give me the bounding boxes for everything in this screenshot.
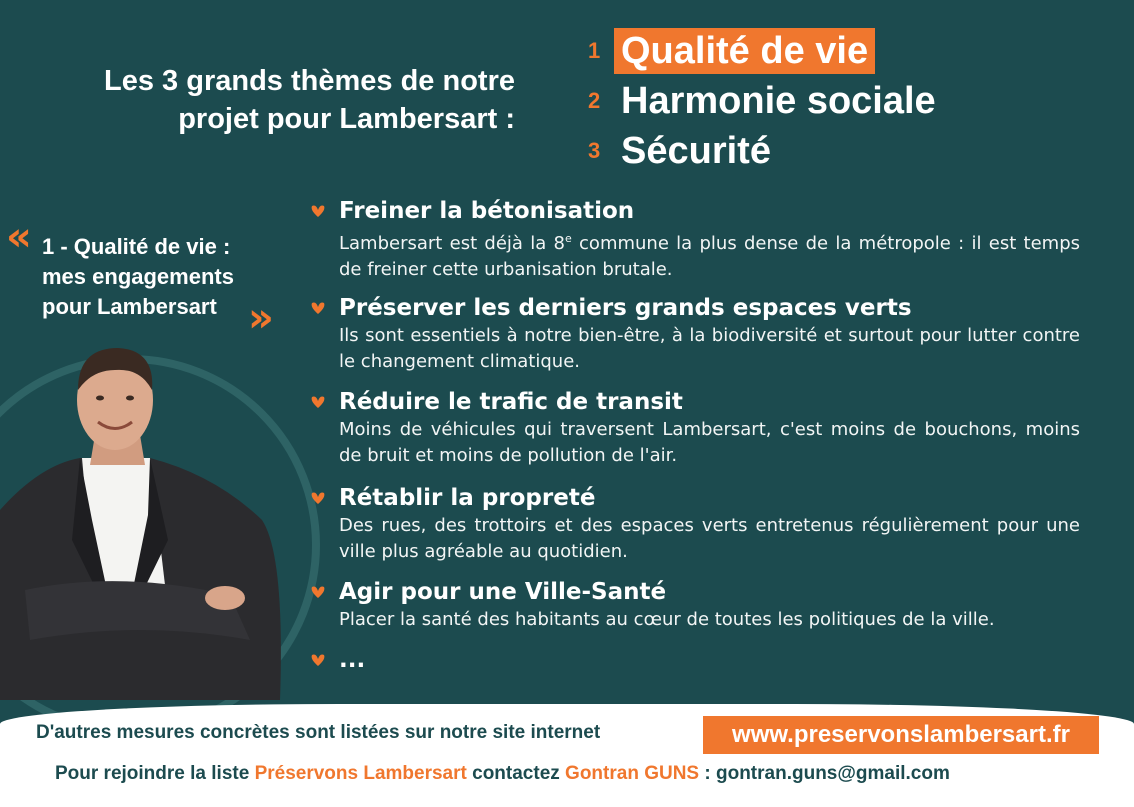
theme-number: 2 bbox=[588, 88, 601, 113]
theme-1 bbox=[588, 26, 943, 76]
quote-open-icon: « bbox=[6, 214, 32, 260]
item-description bbox=[339, 226, 1080, 283]
list-name: Préservons Lambersart bbox=[254, 763, 467, 784]
orange-heart-bullet-icon bbox=[310, 204, 326, 218]
item-title: ... bbox=[339, 647, 366, 673]
website-link[interactable]: www.preservonslambersart.fr bbox=[703, 716, 1099, 754]
theme-number: 3 bbox=[588, 138, 601, 163]
footer-contact-part: contactez bbox=[466, 763, 566, 784]
candidate-portrait bbox=[0, 340, 290, 700]
item-title: Agir pour une Ville-Santé bbox=[339, 579, 667, 605]
headline-line2: projet pour Lambersart : bbox=[178, 103, 515, 135]
orange-heart-bullet-icon bbox=[310, 395, 326, 409]
item-title: Freiner la bétonisation bbox=[339, 198, 635, 224]
item-description: Des rues, des trottoirs et des espaces verts entretenus régulièrement pour une ville plus agréable au quotidien. bbox=[339, 515, 1080, 562]
contact-email[interactable]: : gontran.guns@gmail.com bbox=[699, 763, 950, 784]
theme-label: Qualité de vie bbox=[614, 28, 875, 74]
theme-number: 1 bbox=[588, 38, 601, 63]
item-description-part: Lambersart est déjà la 8 bbox=[339, 233, 565, 254]
item-title: Rétablir la propreté bbox=[339, 485, 596, 511]
theme-3 bbox=[588, 126, 943, 176]
engagements-list bbox=[310, 196, 1080, 675]
list-item bbox=[310, 196, 1080, 283]
orange-heart-bullet-icon bbox=[310, 585, 326, 599]
list-item bbox=[310, 293, 1080, 375]
item-title: Réduire le trafic de transit bbox=[339, 389, 683, 415]
contact-name: Gontran GUNS bbox=[565, 763, 700, 784]
item-description: Placer la santé des habitants au cœur de toutes les politiques de la ville. bbox=[339, 609, 995, 630]
section-title-line2: mes engagements bbox=[42, 264, 234, 289]
theme-2 bbox=[588, 76, 943, 126]
item-description-part: commune la plus dense de la métropole : il est temps de freiner cette urbanisation brutale. bbox=[339, 233, 1081, 280]
list-item bbox=[310, 483, 1080, 565]
orange-heart-bullet-icon bbox=[310, 653, 326, 667]
headline-line1: Les 3 grands thèmes de notre bbox=[104, 65, 515, 97]
list-item bbox=[310, 387, 1080, 469]
footer-contact-part: Pour rejoindre la liste bbox=[55, 763, 255, 784]
footer-more-measures-text: D'autres mesures concrètes sont listées sur notre site internet bbox=[36, 722, 601, 743]
section-title bbox=[42, 232, 282, 322]
footer-contact-text bbox=[55, 763, 950, 785]
themes-list bbox=[588, 26, 943, 176]
orange-heart-bullet-icon bbox=[310, 301, 326, 315]
theme-label: Harmonie sociale bbox=[621, 80, 936, 122]
theme-label: Sécurité bbox=[621, 130, 771, 172]
section-title-line1: 1 - Qualité de vie : bbox=[42, 234, 231, 259]
item-description-superscript: e bbox=[564, 232, 572, 245]
item-description: Moins de véhicules qui traversent Lambersart, c'est moins de bouchons, moins de bruit et moins de pollution de l'air. bbox=[339, 419, 1080, 466]
item-description: Ils sont essentiels à notre bien-être, à la biodiversité et surtout pour lutter contre le changement climatique. bbox=[339, 325, 1080, 372]
list-item bbox=[310, 577, 1080, 633]
orange-heart-bullet-icon bbox=[310, 491, 326, 505]
headline bbox=[20, 62, 515, 138]
quote-close-icon: » bbox=[248, 295, 274, 341]
section-title-line3: pour Lambersart bbox=[42, 294, 217, 319]
item-title: Préserver les derniers grands espaces verts bbox=[339, 295, 912, 321]
list-item bbox=[310, 645, 1080, 675]
